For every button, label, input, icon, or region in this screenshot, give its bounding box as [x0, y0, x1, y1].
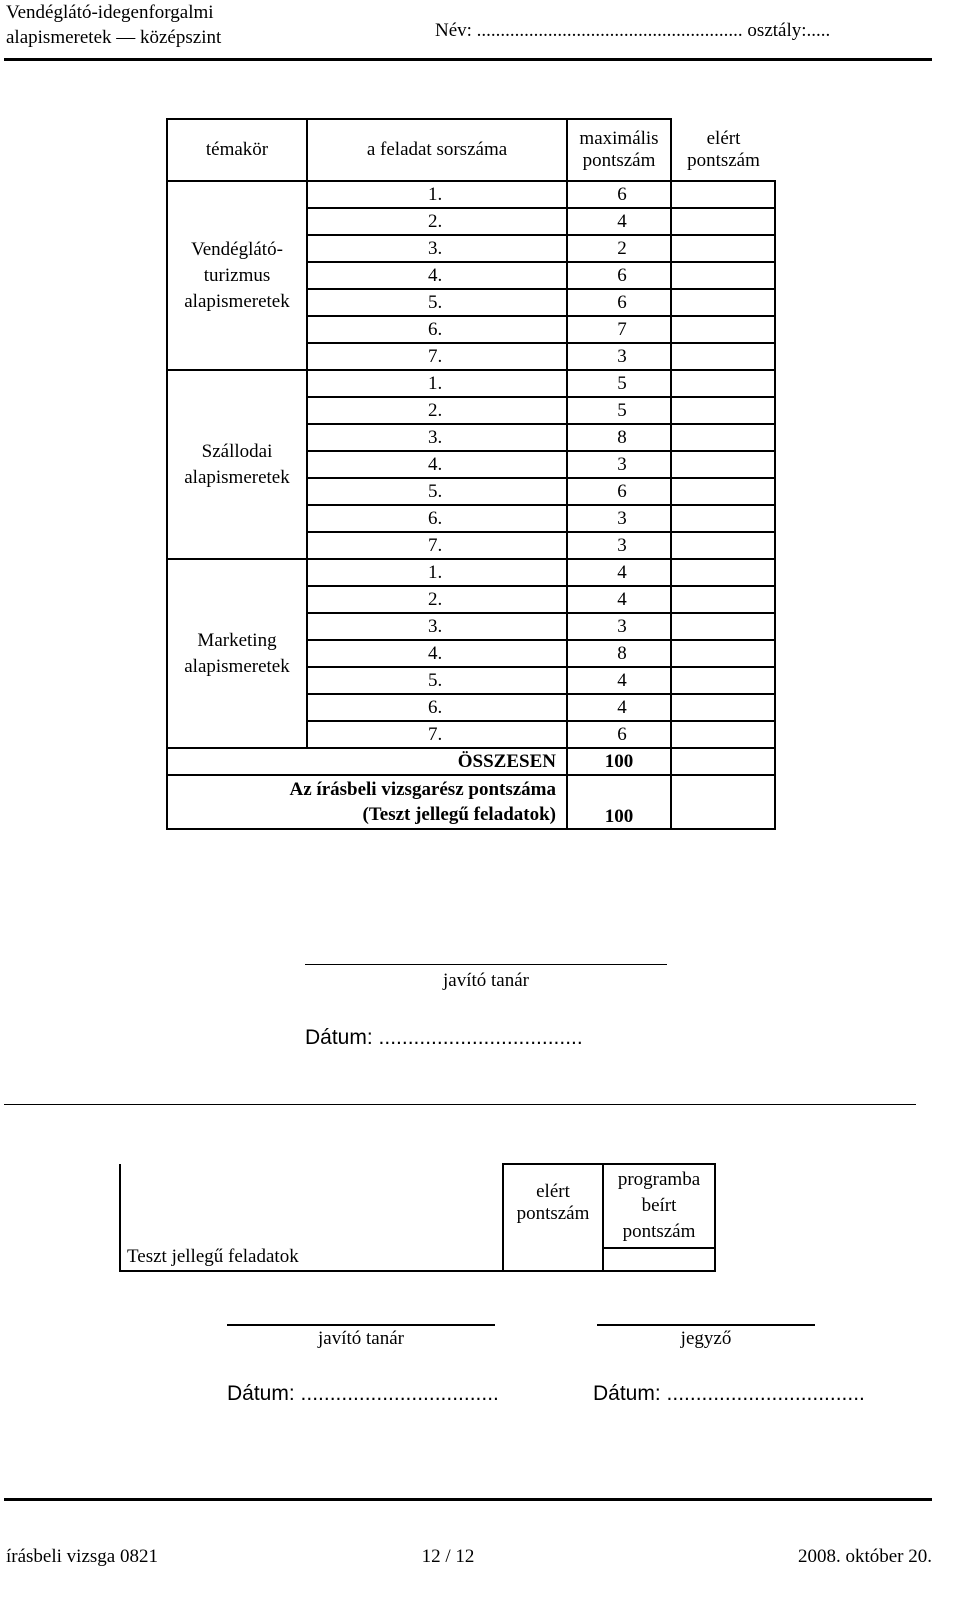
entry-row-label-cell — [120, 1164, 503, 1271]
task-number: 5. — [428, 291, 443, 313]
task-number: 6. — [428, 507, 443, 529]
written-part-label-line2: (Teszt jellegű feladatok) — [362, 804, 556, 825]
task-number: 3. — [428, 237, 443, 259]
task-number-cell — [307, 370, 567, 397]
task-number: 3. — [428, 426, 443, 448]
max-points: 8 — [617, 642, 627, 664]
task-number-cell — [307, 451, 567, 478]
entry-achieved-line2: pontszám — [516, 1203, 590, 1224]
grader-date: Dátum: ................................... — [305, 1026, 583, 1049]
achieved-points-input[interactable] — [671, 181, 775, 208]
topic-line: alapismeretek — [184, 466, 290, 488]
max-points-cell — [567, 451, 671, 478]
task-number: 6. — [428, 696, 443, 718]
max-points: 6 — [617, 291, 627, 313]
task-number: 1. — [428, 561, 443, 583]
task-number: 4. — [428, 264, 443, 286]
signature-line-grader — [305, 964, 667, 965]
max-points-cell — [567, 640, 671, 667]
max-points: 4 — [617, 588, 627, 610]
total-achieved-input[interactable] — [671, 748, 775, 775]
achieved-points-input[interactable] — [671, 613, 775, 640]
header-achieved-line1: elért — [706, 127, 741, 149]
task-number-cell — [307, 181, 567, 208]
footer-rule — [4, 1498, 932, 1501]
topic-cell — [167, 181, 307, 370]
task-number-cell — [307, 505, 567, 532]
topic-cell — [167, 370, 307, 559]
header-achieved-line2: pontszám — [687, 149, 760, 171]
max-points-cell — [567, 424, 671, 451]
max-points: 6 — [617, 480, 627, 502]
written-part-label-line1: Az írásbeli vizsgarész pontszáma — [289, 779, 556, 800]
achieved-points-input[interactable] — [671, 424, 775, 451]
header-max-line1: maximális — [579, 128, 659, 149]
achieved-points-input[interactable] — [671, 316, 775, 343]
header-max-line2: pontszám — [582, 150, 656, 171]
topic-line: Szállodai — [201, 440, 273, 462]
max-points-cell — [567, 613, 671, 640]
task-number-cell — [307, 613, 567, 640]
header-topic: témakör — [167, 119, 307, 181]
header-name-class-field: Név: ........................................................ osztály:..... — [435, 20, 831, 41]
achieved-points-input[interactable] — [671, 478, 775, 505]
task-number: 4. — [428, 642, 443, 664]
task-number-cell — [307, 721, 567, 748]
task-number-cell — [307, 262, 567, 289]
task-number-cell — [307, 289, 567, 316]
entry-recorded-header — [602, 1167, 716, 1249]
entry-achieved-line1: elért — [536, 1181, 570, 1202]
task-number: 7. — [428, 723, 443, 745]
max-points: 5 — [617, 372, 627, 394]
header-exam-title — [6, 0, 221, 50]
written-part-label — [167, 775, 567, 829]
registrar-date: Dátum: .................................. — [593, 1382, 865, 1405]
max-points: 7 — [617, 318, 627, 340]
max-points: 8 — [617, 426, 627, 448]
max-points-cell — [567, 532, 671, 559]
task-number: 7. — [428, 534, 443, 556]
task-number: 1. — [428, 183, 443, 205]
topic-line: alapismeretek — [184, 655, 290, 677]
achieved-points-input[interactable] — [671, 262, 775, 289]
task-number-cell — [307, 424, 567, 451]
score-table — [166, 118, 776, 830]
achieved-points-input[interactable] — [671, 559, 775, 586]
achieved-points-input[interactable] — [671, 451, 775, 478]
topic-line: Vendéglátó- — [191, 238, 283, 260]
entry-recorded-line2: beírt — [641, 1195, 677, 1216]
footer-exam-code: írásbeli vizsga 0821 — [6, 1546, 158, 1567]
task-number-cell — [307, 694, 567, 721]
task-number-cell — [307, 532, 567, 559]
achieved-points-input[interactable] — [671, 343, 775, 370]
max-points: 4 — [617, 210, 627, 232]
written-part-achieved-input[interactable] — [671, 775, 775, 829]
max-points: 6 — [617, 183, 627, 205]
task-number: 3. — [428, 615, 443, 637]
entry-table-row — [120, 1164, 715, 1271]
task-number-cell — [307, 586, 567, 613]
entry-recorded-line1: programba — [617, 1169, 701, 1190]
max-points-cell — [567, 235, 671, 262]
max-points: 3 — [617, 615, 627, 637]
max-points-cell — [567, 559, 671, 586]
task-number-cell — [307, 667, 567, 694]
signature-line-registrar — [597, 1324, 815, 1326]
footer-page-number: 12 / 12 — [421, 1546, 475, 1567]
header-achieved-points — [671, 119, 775, 181]
max-points-cell — [567, 694, 671, 721]
grader-label: javító tanár — [443, 970, 529, 991]
achieved-points-input[interactable] — [671, 397, 775, 424]
total-max-points: 100 — [567, 748, 671, 775]
total-row — [167, 748, 775, 775]
max-points: 5 — [617, 399, 627, 421]
task-number: 2. — [428, 399, 443, 421]
score-table-header-row — [167, 119, 775, 181]
task-number: 5. — [428, 480, 443, 502]
max-points: 2 — [617, 237, 627, 259]
max-points-cell — [567, 478, 671, 505]
achieved-points-input[interactable] — [671, 694, 775, 721]
entry-recorded-line3: pontszám — [622, 1221, 696, 1242]
task-number-cell — [307, 343, 567, 370]
max-points-cell — [567, 289, 671, 316]
entry-table — [119, 1163, 716, 1272]
achieved-points-input[interactable] — [671, 505, 775, 532]
max-points: 4 — [617, 561, 627, 583]
score-row — [167, 370, 775, 397]
footer — [6, 1546, 932, 1568]
max-points: 3 — [617, 534, 627, 556]
task-number: 7. — [428, 345, 443, 367]
entry-achieved-cell — [503, 1164, 603, 1271]
max-points-cell — [567, 370, 671, 397]
max-points-cell — [567, 343, 671, 370]
header-title-line2: alapismeretek — középszint — [6, 27, 222, 48]
max-points: 6 — [617, 723, 627, 745]
total-label: ÖSSZESEN — [167, 748, 567, 775]
achieved-points-input[interactable] — [671, 208, 775, 235]
task-number: 1. — [428, 372, 443, 394]
footer-date: 2008. október 20. — [797, 1546, 932, 1567]
grader-label-2: javító tanár — [318, 1328, 404, 1349]
section-divider — [4, 1104, 916, 1105]
max-points: 3 — [617, 453, 627, 475]
task-number: 5. — [428, 669, 443, 691]
task-number-cell — [307, 397, 567, 424]
task-number-cell — [307, 235, 567, 262]
max-points: 6 — [617, 264, 627, 286]
max-points: 3 — [617, 345, 627, 367]
header-title-line1: Vendéglátó-idegenforgalmi — [6, 2, 214, 23]
achieved-points-input[interactable] — [671, 640, 775, 667]
topic-line: alapismeretek — [184, 290, 290, 312]
achieved-points-input[interactable] — [671, 289, 775, 316]
score-row — [167, 181, 775, 208]
task-number-cell — [307, 316, 567, 343]
max-points-cell — [567, 721, 671, 748]
registrar-label: jegyző — [680, 1328, 732, 1349]
max-points: 4 — [617, 696, 627, 718]
max-points-cell — [567, 586, 671, 613]
achieved-points-input[interactable] — [671, 667, 775, 694]
achieved-points-input[interactable] — [671, 235, 775, 262]
score-row — [167, 559, 775, 586]
max-points-cell — [567, 505, 671, 532]
written-part-max-points: 100 — [567, 775, 671, 829]
topic-line: Marketing — [197, 629, 277, 651]
entry-recorded-cell — [603, 1164, 715, 1271]
task-number: 6. — [428, 318, 443, 340]
max-points-cell — [567, 181, 671, 208]
achieved-points-input[interactable] — [671, 532, 775, 559]
achieved-points-input[interactable] — [671, 370, 775, 397]
written-part-row — [167, 775, 775, 829]
max-points-cell — [567, 667, 671, 694]
achieved-points-input[interactable] — [671, 586, 775, 613]
max-points: 3 — [617, 507, 627, 529]
task-number-cell — [307, 640, 567, 667]
max-points-cell — [567, 262, 671, 289]
task-number: 2. — [428, 588, 443, 610]
task-number-cell — [307, 208, 567, 235]
max-points-cell — [567, 316, 671, 343]
header-task-number: a feladat sorszáma — [307, 119, 567, 181]
topic-line: turizmus — [203, 264, 271, 286]
grader-date-2: Dátum: .................................. — [227, 1382, 499, 1405]
task-number: 2. — [428, 210, 443, 232]
max-points-cell — [567, 397, 671, 424]
topic-cell — [167, 559, 307, 748]
task-number-cell — [307, 559, 567, 586]
task-number: 4. — [428, 453, 443, 475]
achieved-points-input[interactable] — [671, 721, 775, 748]
header-rule — [4, 58, 932, 61]
task-number-cell — [307, 478, 567, 505]
signature-line-grader-2 — [227, 1324, 495, 1326]
max-points: 4 — [617, 669, 627, 691]
max-points-cell — [567, 208, 671, 235]
entry-row-label: Teszt jellegű feladatok — [127, 1246, 299, 1267]
header-max-points — [567, 119, 671, 181]
